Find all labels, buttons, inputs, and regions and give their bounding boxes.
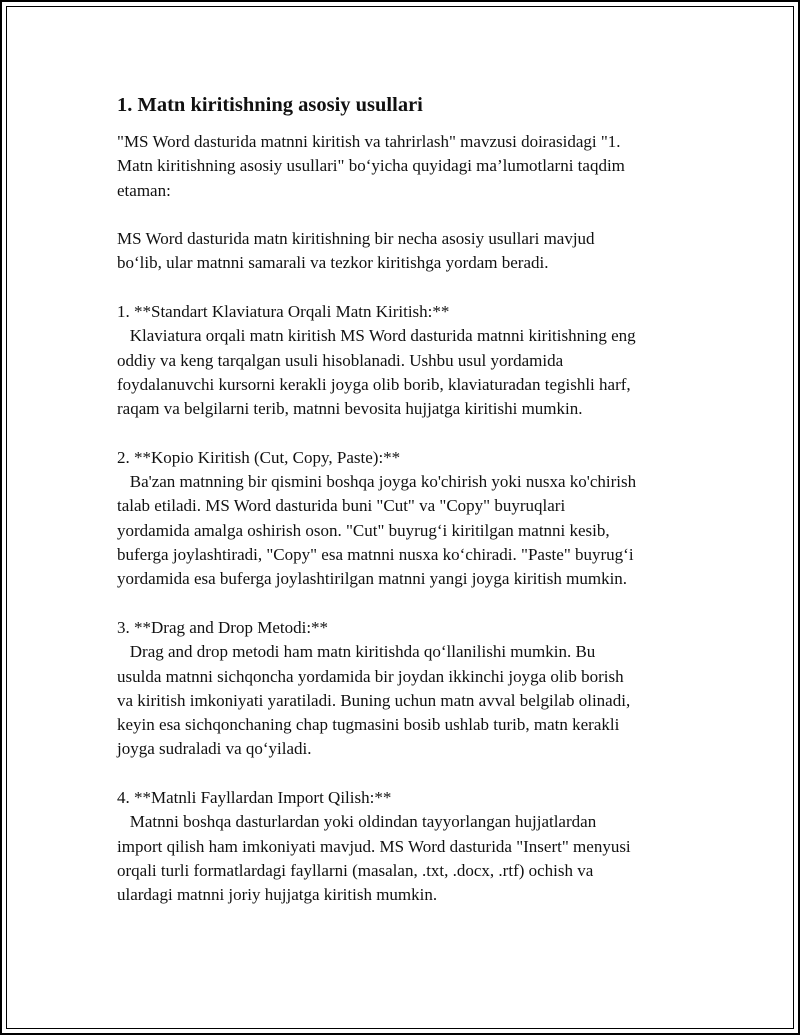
section-line: va kiritish imkoniyati yaratiladi. Buning uchun matn avval belgilab olinadi, bbox=[117, 690, 631, 710]
section-heading: 1. **Standart Klaviatura Orqali Matn Kiritish:** bbox=[117, 302, 450, 322]
section-line: ulardagi matnni joriy hujjatga kiritish mumkin. bbox=[117, 885, 438, 905]
section-line: raqam va belgilarni terib, matnni bevosita hujjatga kiritishi mumkin. bbox=[117, 399, 583, 419]
section-heading: 2. **Kopio Kiritish (Cut, Copy, Paste):** bbox=[117, 447, 401, 467]
section-line bbox=[117, 810, 692, 834]
intro-line: etaman: bbox=[117, 180, 171, 200]
intro-line: "MS Word dasturida matnni kiritish va tahrirlash" mavzusi doirasidagi "1. bbox=[117, 132, 621, 151]
intro-line: Matn kiritishning asosiy usullari" bo‘yicha quyidagi ma’lumotlarni taqdim bbox=[117, 156, 625, 176]
section-line-text: Ba'zan matnning bir qismini boshqa joyga ko'chirish yoki nusxa ko'chirish bbox=[129, 472, 637, 492]
document-title: 1. Matn kiritishning asosiy usullari bbox=[117, 94, 423, 116]
section-line: talab etiladi. MS Word dasturida buni "Cut" va "Copy" buyruqlari bbox=[117, 496, 566, 516]
overview-line: bo‘lib, ular matnni samarali va tezkor kiritishga yordam beradi. bbox=[117, 253, 549, 273]
document-body bbox=[117, 92, 692, 908]
section-line: keyin esa sichqonchaning chap tugmasini bosib ushlab turib, matn kerakli bbox=[117, 715, 620, 735]
paragraph-gap bbox=[117, 762, 692, 786]
section-heading: 3. **Drag and Drop Metodi:** bbox=[117, 617, 329, 637]
section-body bbox=[117, 470, 692, 591]
section-line: buferga joylashtiradi, "Copy" esa matnni nusxa ko‘chiradi. "Paste" buyrug‘i bbox=[117, 545, 634, 565]
section-line bbox=[117, 640, 692, 664]
section-line: orqali turli formatlardagi fayllarni (masalan, .txt, .docx, .rtf) ochish va bbox=[117, 860, 594, 880]
section-line: usulda matnni sichqoncha yordamida bir joydan ikkinchi joyga olib borish bbox=[117, 666, 624, 686]
section-line: yordamida esa buferga joylashtirilgan matnni yangi joyga kiritish mumkin. bbox=[117, 569, 628, 589]
section-line-text: Matnni boshqa dasturlardan yoki oldindan tayyorlangan hujjatlardan bbox=[129, 812, 597, 832]
section-line bbox=[117, 470, 692, 494]
paragraph-gap bbox=[117, 422, 692, 446]
section-line: import qilish ham imkoniyati mavjud. MS Word dasturida "Insert" menyusi bbox=[117, 836, 631, 856]
intro-paragraph bbox=[117, 130, 692, 203]
section-line-text: Klaviatura orqali matn kiritish MS Word dasturida matnni kiritishning eng bbox=[129, 326, 636, 346]
section-body bbox=[117, 324, 692, 421]
section-line: foydalanuvchi kursorni kerakli joyga olib borib, klaviaturadan tegishli harf, bbox=[117, 374, 631, 394]
overview-paragraph bbox=[117, 227, 692, 276]
section-line: joyga sudraladi va qo‘yiladi. bbox=[117, 739, 312, 759]
section-body bbox=[117, 640, 692, 761]
paragraph-gap bbox=[117, 592, 692, 616]
section-heading: 4. **Matnli Fayllardan Import Qilish:** bbox=[117, 788, 392, 808]
section-cut-copy-paste bbox=[117, 446, 692, 592]
section-body bbox=[117, 810, 692, 907]
section-line: yordamida amalga oshirish oson. "Cut" buyrug‘i kiritilgan matnni kesib, bbox=[117, 520, 610, 540]
section-line bbox=[117, 324, 692, 348]
paragraph-gap bbox=[117, 203, 692, 227]
section-drag-and-drop bbox=[117, 616, 692, 762]
section-file-import bbox=[117, 786, 692, 907]
section-line: oddiy va keng tarqalgan usuli hisoblanadi. Ushbu usul yordamida bbox=[117, 350, 564, 370]
section-keyboard-input bbox=[117, 300, 692, 421]
overview-line: MS Word dasturida matn kiritishning bir necha asosiy usullari mavjud bbox=[117, 229, 595, 249]
section-line-text: Drag and drop metodi ham matn kiritishda qo‘llanilishi mumkin. Bu bbox=[129, 642, 596, 662]
paragraph-gap bbox=[117, 276, 692, 300]
